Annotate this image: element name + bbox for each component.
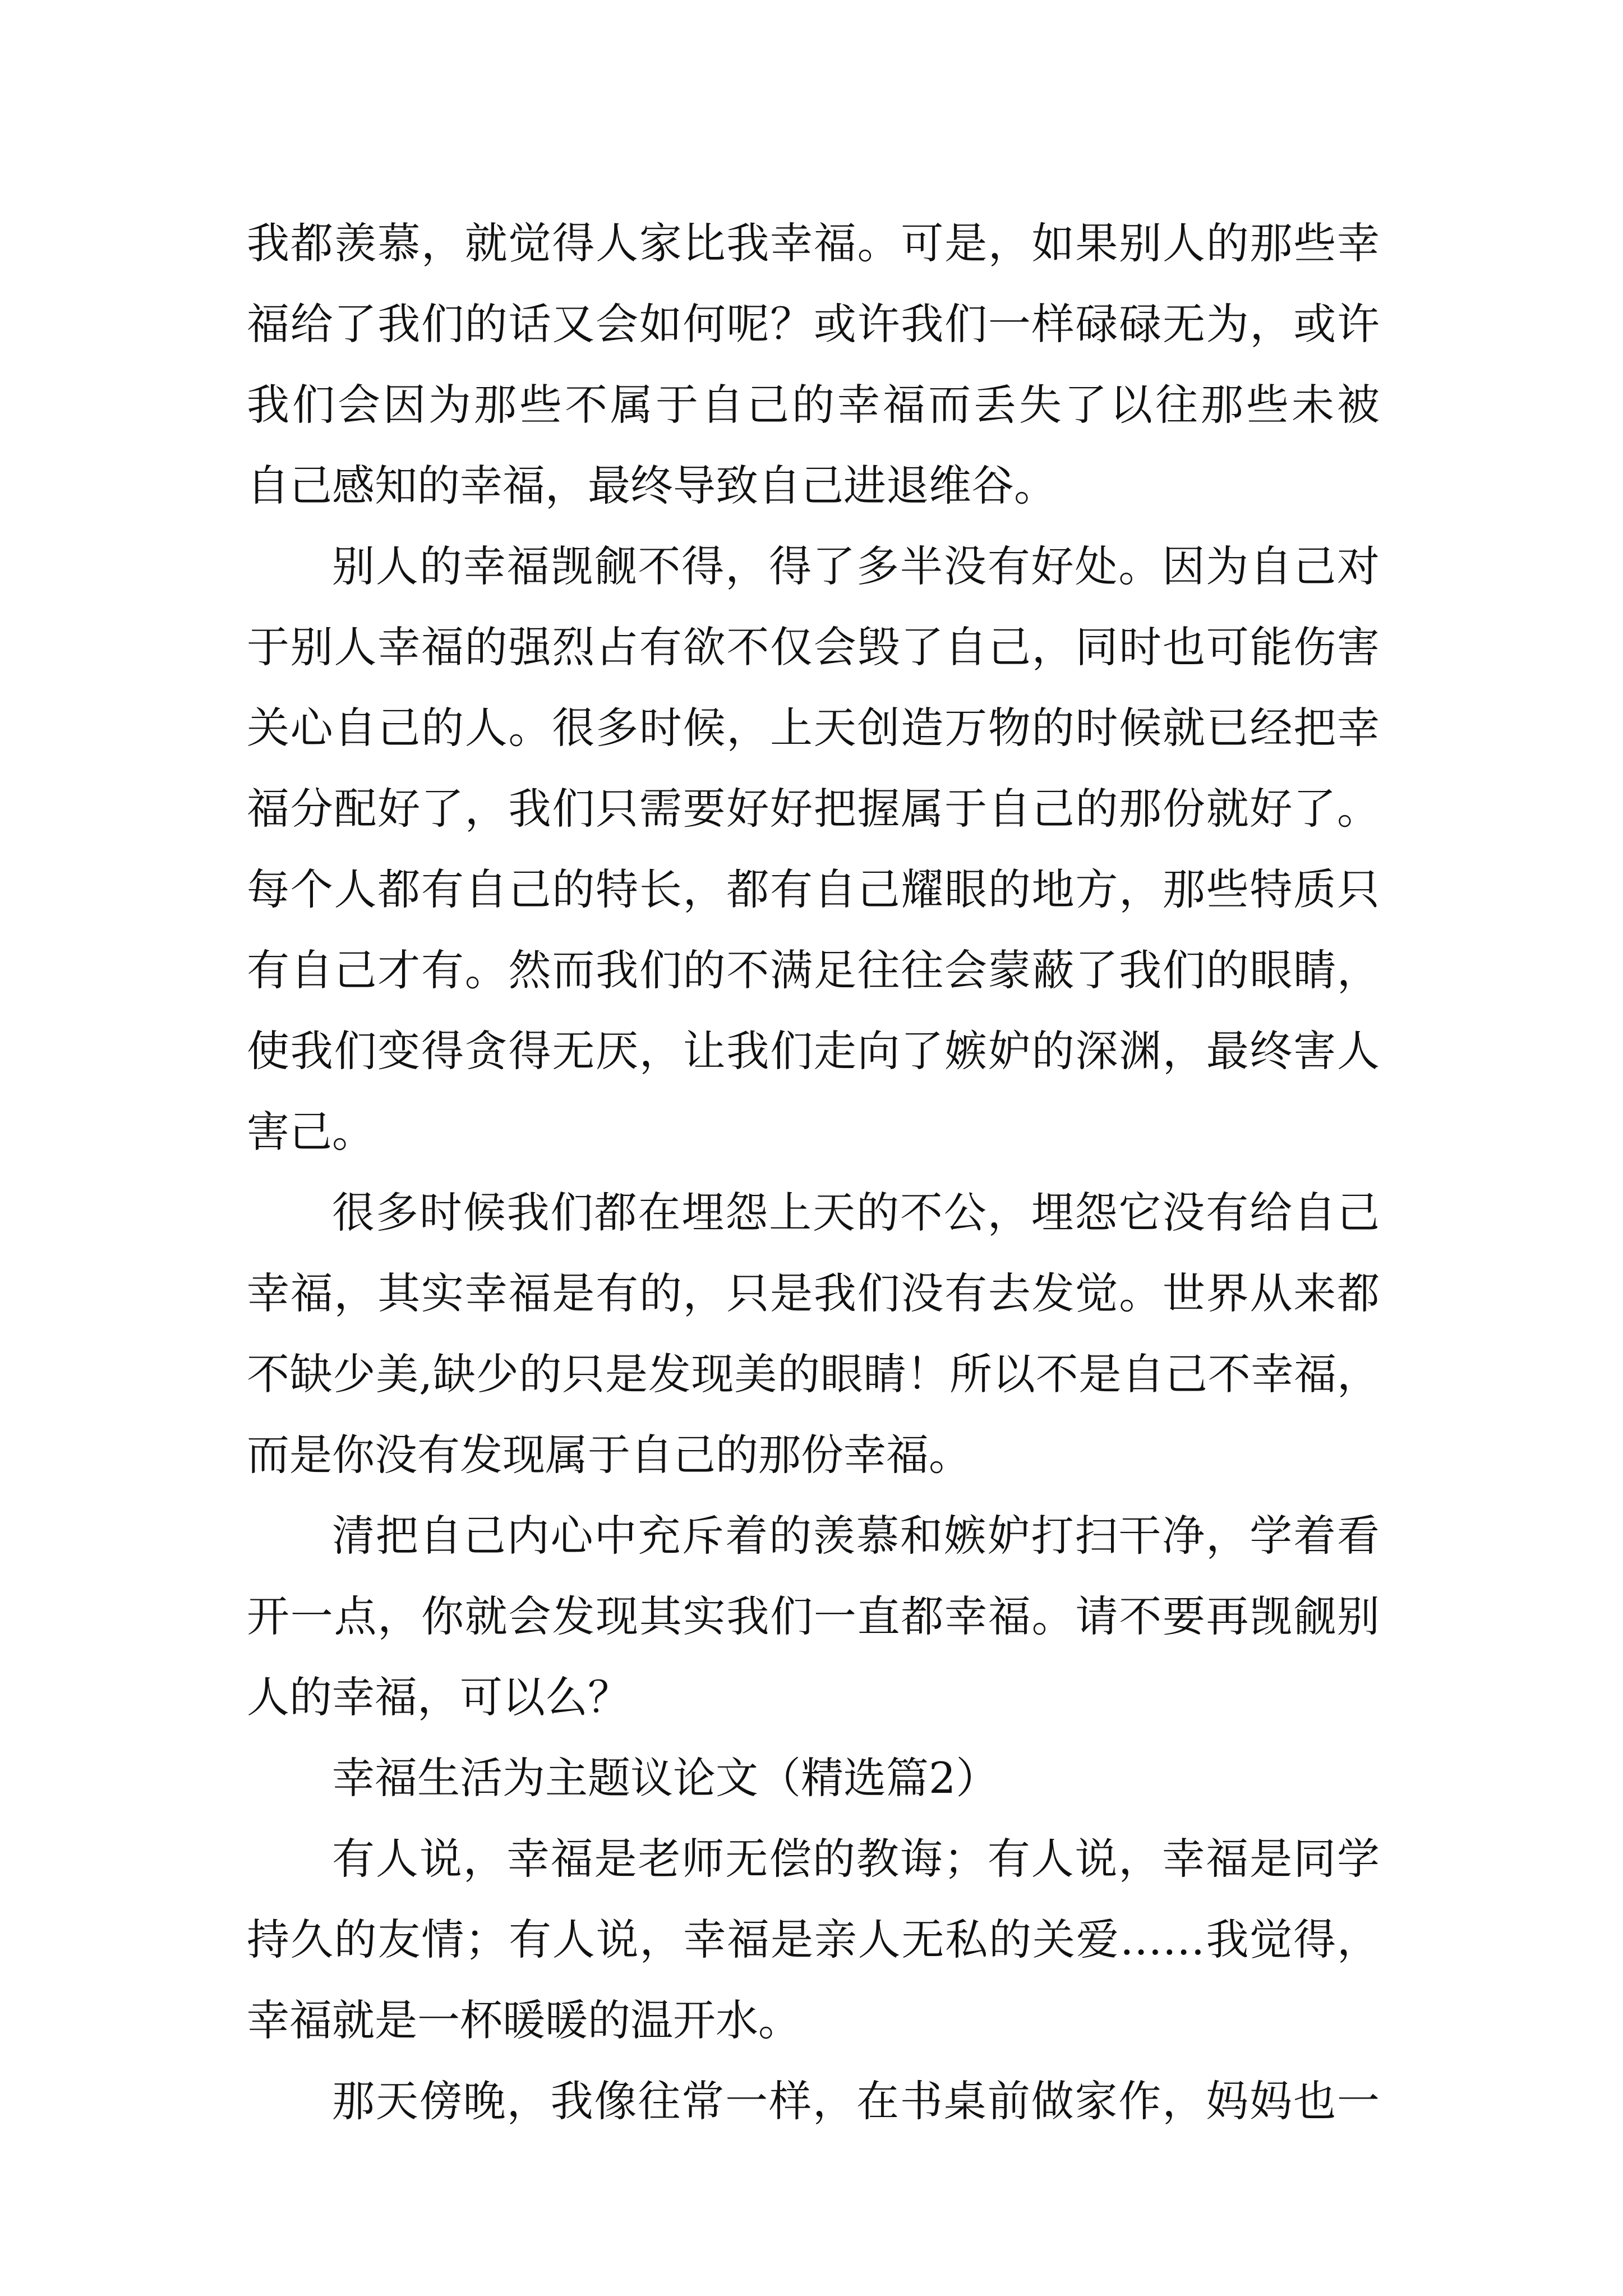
text-line: 每个人都有自己的特长，都有自己耀眼的地方，那些特质只 <box>247 864 1380 914</box>
text-line: 而是你没有发现属于自己的那份幸福。 <box>247 1430 971 1480</box>
text-line: 人的幸福，可以么？ <box>247 1672 630 1722</box>
section-heading: 幸福生活为主题议论文（精选篇2） <box>332 1753 999 1803</box>
text-line: 清把自己内心中充斥着的羡慕和嫉妒打扫干净，学着看 <box>332 1511 1380 1561</box>
text-line: 自己感知的幸福，最终导致自己进退维谷。 <box>247 461 1057 510</box>
text-line: 别人的幸福觊觎不得，得了多半没有好处。因为自己对 <box>332 541 1380 591</box>
text-line: 害己。 <box>247 1107 375 1157</box>
text-line: 幸福，其实幸福是有的，只是我们没有去发觉。世界从来都 <box>247 1268 1380 1318</box>
text-line: 幸福就是一杯暖暖的温开水。 <box>247 1995 801 2045</box>
text-line: 我们会因为那些不属于自己的幸福而丢失了以往那些未被 <box>247 380 1380 430</box>
text-line: 很多时候我们都在埋怨上天的不公，埋怨它没有给自己 <box>332 1188 1380 1237</box>
text-line: 那天傍晚，我像往常一样，在书桌前做家作，妈妈也一 <box>332 2076 1380 2126</box>
text-line: 福分配好了，我们只需要好好把握属于自己的那份就好了。 <box>247 784 1380 834</box>
text-line: 于别人幸福的强烈占有欲不仅会毁了自己，同时也可能伤害 <box>247 622 1380 672</box>
text-line: 福给了我们的话又会如何呢？或许我们一样碌碌无为，或许 <box>247 299 1380 349</box>
text-line: 开一点，你就会发现其实我们一直都幸福。请不要再觊觎别 <box>247 1591 1380 1641</box>
text-line: 使我们变得贪得无厌，让我们走向了嫉妒的深渊，最终害人 <box>247 1026 1380 1076</box>
text-line: 我都羡慕，就觉得人家比我幸福。可是，如果别人的那些幸 <box>247 218 1380 268</box>
text-line: 不缺少美,缺少的只是发现美的眼睛！所以不是自己不幸福， <box>247 1349 1380 1399</box>
text-line: 持久的友情；有人说，幸福是亲人无私的关爱……我觉得， <box>247 1915 1380 1964</box>
text-line: 有人说，幸福是老师无偿的教诲；有人说，幸福是同学 <box>332 1834 1380 1884</box>
text-line: 有自己才有。然而我们的不满足往往会蒙蔽了我们的眼睛， <box>247 945 1380 995</box>
text-line: 关心自己的人。很多时候，上天创造万物的时候就已经把幸 <box>247 703 1380 753</box>
document-body <box>247 203 1380 2142</box>
